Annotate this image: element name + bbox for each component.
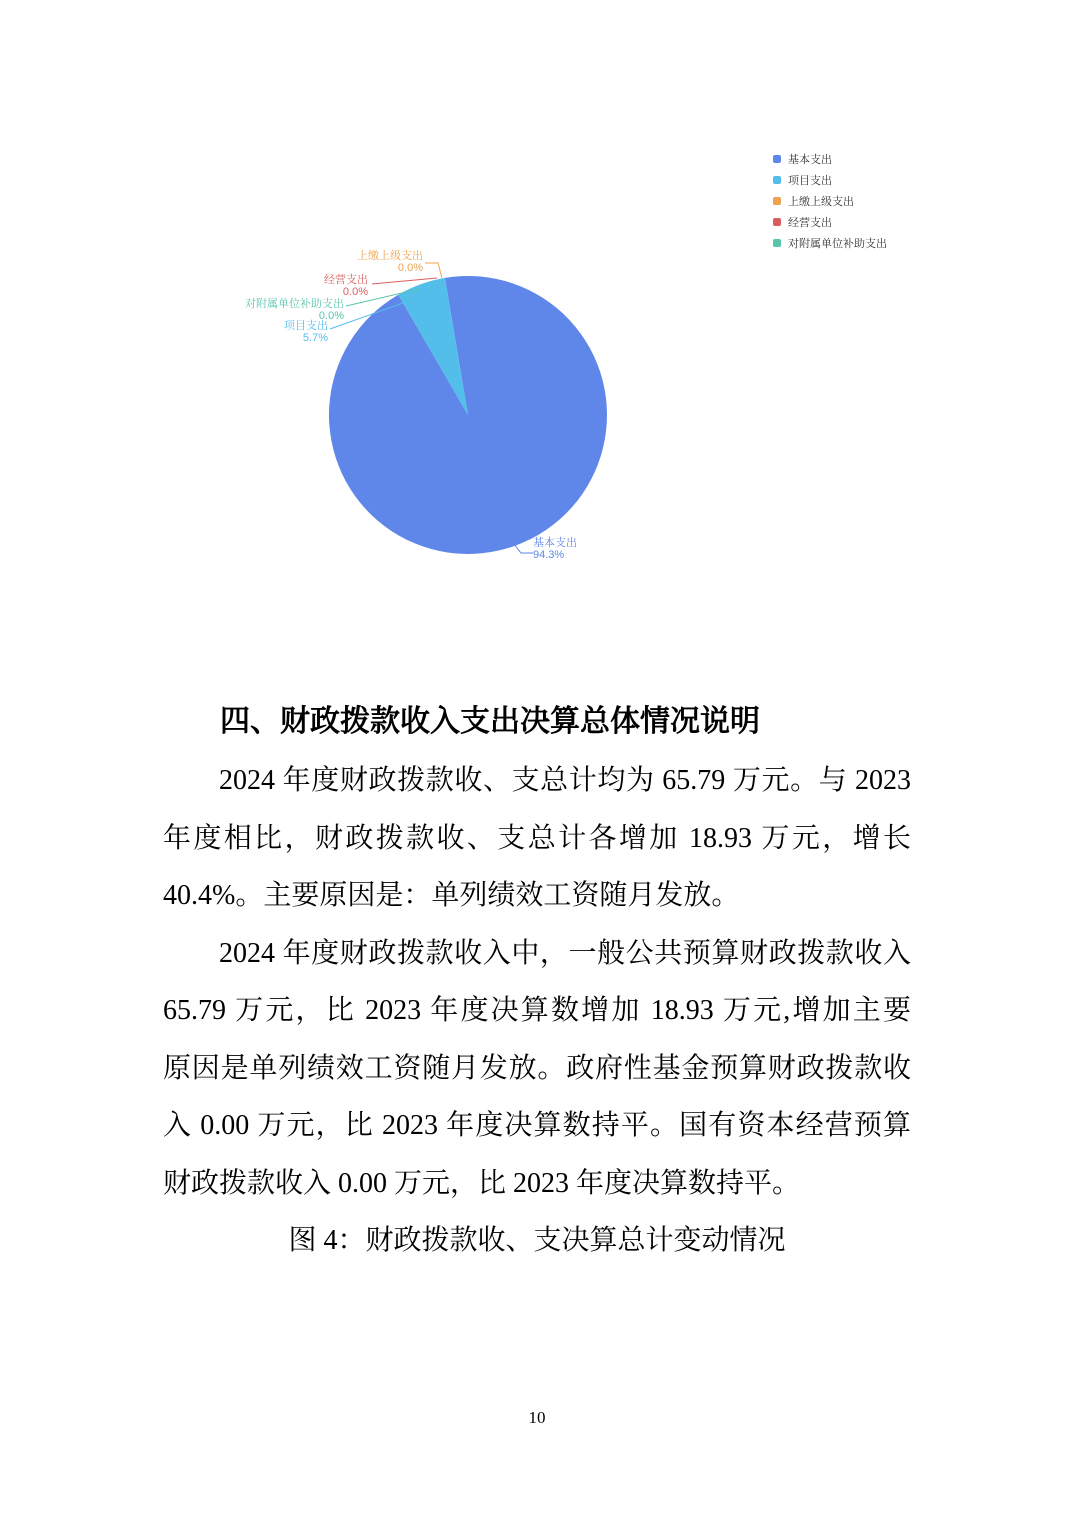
leader-line-shangjiao bbox=[425, 263, 442, 278]
callout-jiben bbox=[533, 537, 577, 561]
callout-xiangmu-name: 项目支出 bbox=[284, 320, 328, 332]
callout-shangjiao bbox=[357, 250, 423, 274]
callout-shangjiao-name: 上缴上级支出 bbox=[357, 250, 423, 262]
callout-jiben-pct: 94.3% bbox=[533, 549, 565, 561]
chart-legend bbox=[773, 153, 887, 258]
paragraph2-line2: 65.79 万元，比 2023 年度决算数增加 18.93 万元,增加主要 bbox=[163, 995, 911, 1026]
callout-duifushu-pct: 0.0% bbox=[318, 310, 344, 322]
paragraph2-line3: 原因是单列绩效工资随月发放。政府性基金预算财政拨款收 bbox=[163, 1052, 911, 1084]
legend-swatch-xiangmu bbox=[773, 176, 781, 184]
callout-xiangmu-pct: 5.7% bbox=[302, 332, 328, 344]
expenditure-pie-chart bbox=[0, 0, 1074, 620]
body-text bbox=[163, 752, 911, 1270]
paragraph2-line5: 财政拨款收入 0.00 万元，比 2023 年度决算数持平。 bbox=[163, 1167, 801, 1199]
legend-item-duifushu[interactable] bbox=[773, 237, 887, 249]
legend-item-shangjiao[interactable] bbox=[773, 195, 887, 207]
legend-swatch-shangjiao bbox=[773, 197, 781, 205]
paragraph2-line1: 2024 年度财政拨款收入中，一般公共预算财政拨款收入 bbox=[219, 937, 911, 969]
legend-label-shangjiao: 上缴上级支出 bbox=[788, 196, 854, 208]
legend-label-duifushu: 对附属单位补助支出 bbox=[788, 238, 887, 250]
callout-jingying-pct: 0.0% bbox=[342, 286, 368, 298]
callout-shangjiao-pct: 0.0% bbox=[397, 262, 423, 274]
page-number: 10 bbox=[528, 1408, 546, 1427]
legend-label-jingying: 经营支出 bbox=[788, 217, 832, 229]
legend-item-xiangmu[interactable] bbox=[773, 174, 887, 186]
section-heading: 四、财政拨款收入支出决算总体情况说明 bbox=[220, 705, 760, 738]
paragraph1-line1: 2024 年度财政拨款收、支总计均为 65.79 万元。与 2023 bbox=[219, 765, 911, 796]
callout-duifushu-name: 对附属单位补助支出 bbox=[245, 298, 344, 310]
paragraph1-line2: 年度相比，财政拨款收、支总计各增加 18.93 万元，增长 bbox=[163, 822, 911, 854]
callout-jingying-name: 经营支出 bbox=[324, 274, 368, 286]
legend-swatch-jingying bbox=[773, 218, 781, 226]
figure-caption: 图 4：财政拨款收、支决算总计变动情况 bbox=[288, 1225, 786, 1256]
legend-item-jiben[interactable] bbox=[773, 153, 887, 165]
legend-label-xiangmu: 项目支出 bbox=[788, 175, 832, 187]
paragraph1-line3: 40.4%。主要原因是：单列绩效工资随月发放。 bbox=[163, 880, 740, 911]
callout-jingying bbox=[324, 274, 368, 298]
callout-jiben-name: 基本支出 bbox=[533, 537, 577, 549]
callout-duifushu bbox=[245, 298, 344, 322]
legend-swatch-jiben bbox=[773, 155, 781, 163]
legend-label-jiben: 基本支出 bbox=[788, 154, 832, 166]
paragraph2-line4: 入 0.00 万元，比 2023 年度决算数持平。国有资本经营预算 bbox=[163, 1110, 911, 1141]
pie-chart-canvas bbox=[0, 0, 1074, 620]
legend-item-jingying[interactable] bbox=[773, 216, 887, 228]
legend-swatch-duifushu bbox=[773, 239, 781, 247]
callout-xiangmu bbox=[284, 320, 328, 344]
